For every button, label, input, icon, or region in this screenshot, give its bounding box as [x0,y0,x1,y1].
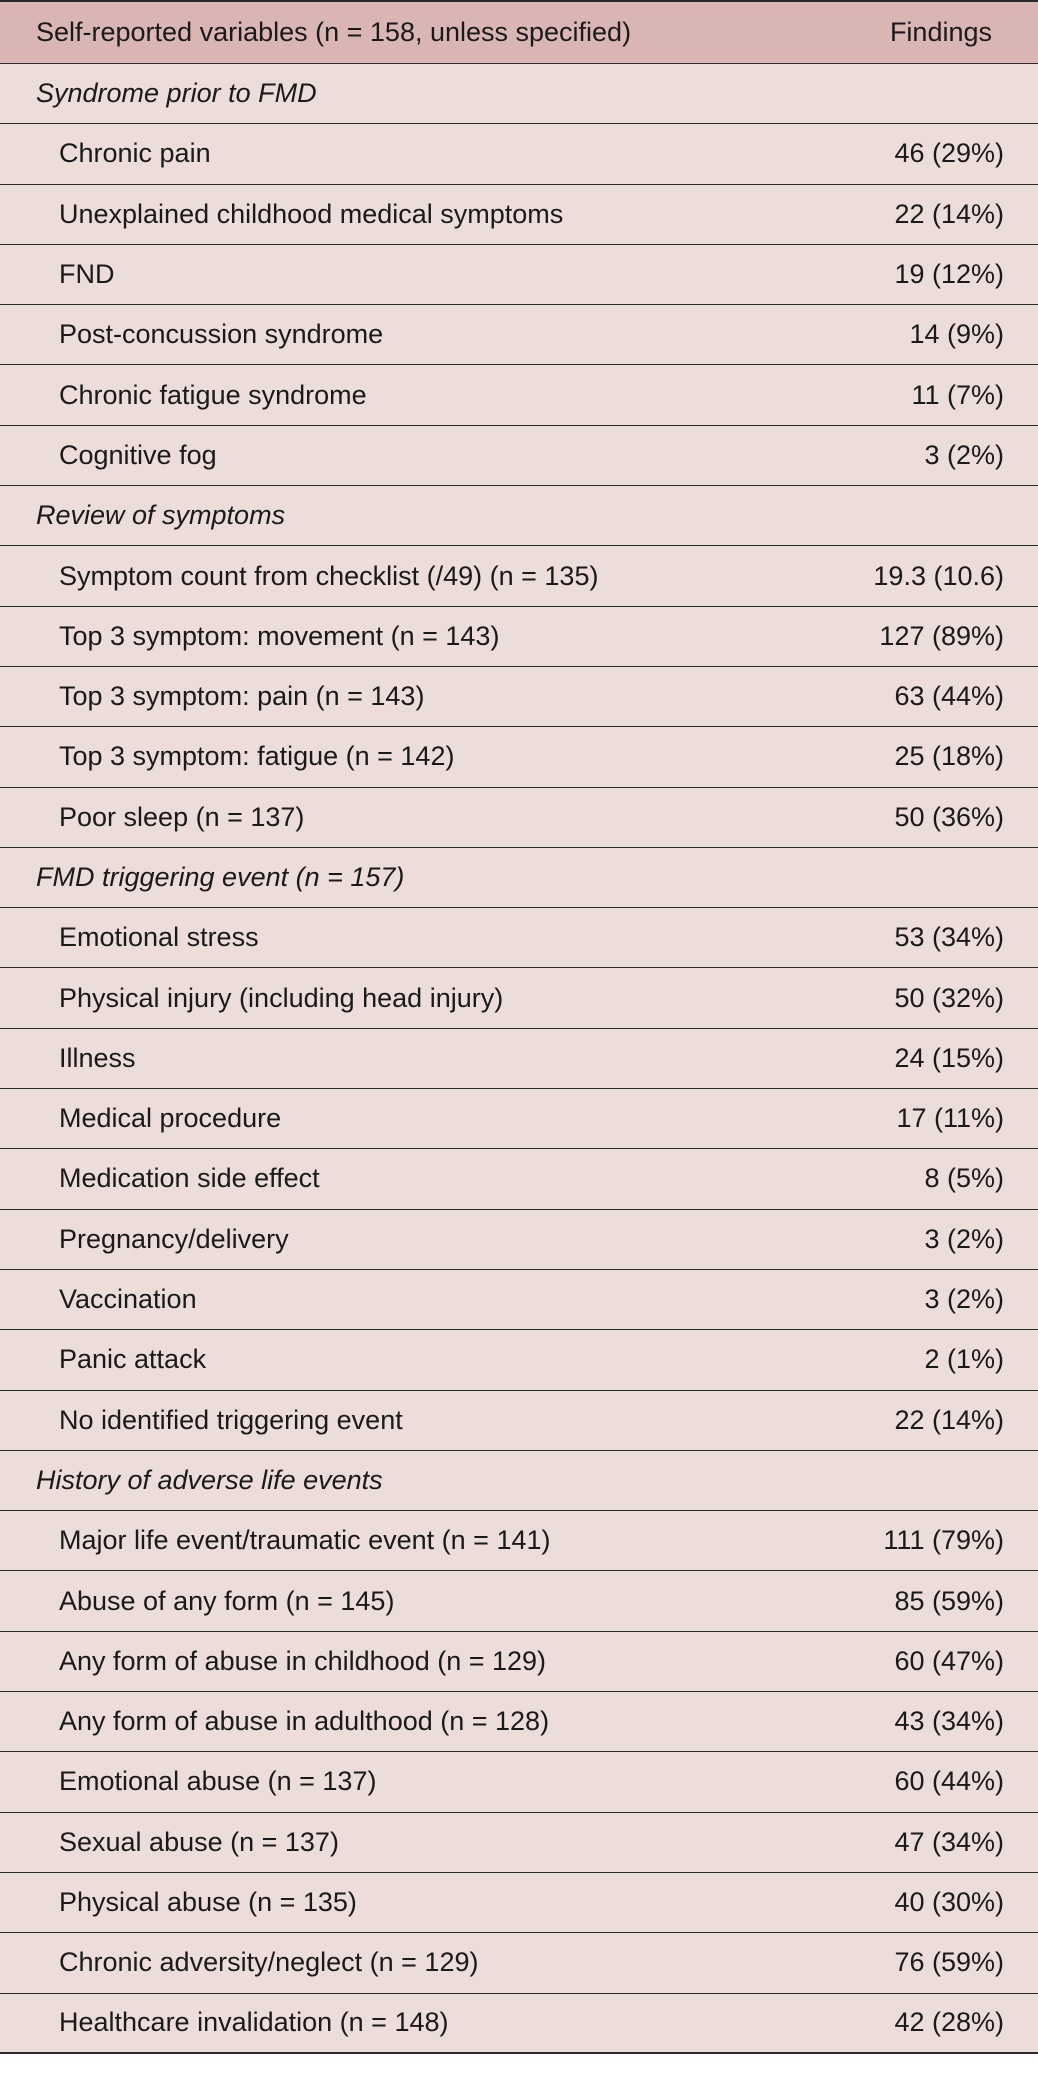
finding-value: 22 (14%) [894,198,1004,229]
variable-label: Top 3 symptom: pain (n = 143) [59,681,425,712]
finding-value: 40 (30%) [894,1887,1004,1918]
finding-value: 60 (47%) [894,1645,1004,1676]
finding-value: 76 (59%) [894,1947,1004,1978]
table-row [0,305,1038,365]
variable-label: Emotional stress [59,922,259,953]
variable-label: Unexplained childhood medical symptoms [59,198,564,229]
variable-label: Medical procedure [59,1103,282,1134]
table-row [0,1270,1038,1330]
finding-value: 42 (28%) [894,2007,1004,2038]
variable-label: Panic attack [59,1344,207,1375]
section-header-row [0,1451,1038,1511]
finding-value: 63 (44%) [894,681,1004,712]
table-row [0,1571,1038,1631]
variable-label: Symptom count from checklist (/49) (n = 135) [59,560,599,591]
finding-value: 46 (29%) [894,138,1004,169]
variable-label: Medication side effect [59,1163,320,1194]
section-header-row [0,486,1038,546]
variable-label: Physical abuse (n = 135) [59,1887,357,1918]
variable-label: Major life event/traumatic event (n = 141) [59,1525,551,1556]
section-title: FMD triggering event (n = 157) [36,862,405,892]
variable-label: Any form of abuse in adulthood (n = 128) [59,1706,550,1737]
table-row [0,1873,1038,1933]
table-body [0,64,1038,2054]
variable-label: Vaccination [59,1284,197,1315]
table-row [0,426,1038,486]
finding-value: 2 (1%) [924,1344,1004,1375]
variable-label: Chronic fatigue syndrome [59,379,367,410]
finding-value: 60 (44%) [894,1766,1004,1797]
finding-value: 14 (9%) [909,319,1004,350]
variable-label: Cognitive fog [59,439,217,470]
table-row [0,667,1038,727]
finding-value: 24 (15%) [894,1042,1004,1073]
finding-value: 19 (12%) [894,259,1004,290]
finding-value: 47 (34%) [894,1826,1004,1857]
table-row [0,1330,1038,1390]
variable-label: Any form of abuse in childhood (n = 129) [59,1645,547,1676]
variable-label: Sexual abuse (n = 137) [59,1826,339,1857]
finding-value: 22 (14%) [894,1404,1004,1435]
table-row [0,124,1038,184]
variable-label: Chronic pain [59,138,211,169]
finding-value: 53 (34%) [894,922,1004,953]
table-row [0,1089,1038,1149]
table-row [0,908,1038,968]
table-row [0,1149,1038,1209]
table-row [0,1813,1038,1873]
variable-label: FND [59,259,115,290]
finding-value: 3 (2%) [924,439,1004,470]
table-row [0,365,1038,425]
finding-value: 50 (36%) [894,801,1004,832]
table-row [0,607,1038,667]
table-row [0,546,1038,606]
section-header-row [0,848,1038,908]
table-row [0,1391,1038,1451]
finding-value: 3 (2%) [924,1223,1004,1254]
finding-value: 85 (59%) [894,1585,1004,1616]
table-row [0,1752,1038,1812]
finding-value: 19.3 (10.6) [873,560,1004,591]
variable-label: No identified triggering event [59,1404,403,1435]
variable-label: Abuse of any form (n = 145) [59,1585,395,1616]
table-row [0,245,1038,305]
variable-label: Emotional abuse (n = 137) [59,1766,377,1797]
table-row [0,788,1038,848]
finding-value: 25 (18%) [894,741,1004,772]
table-row [0,1210,1038,1270]
table-row [0,1029,1038,1089]
variable-label: Poor sleep (n = 137) [59,801,305,832]
table-row [0,968,1038,1028]
finding-value: 50 (32%) [894,982,1004,1013]
header-variables-label: Self-reported variables (n = 158, unless specified) [36,17,632,47]
finding-value: 11 (7%) [911,379,1004,410]
finding-value: 127 (89%) [879,620,1004,651]
section-title: History of adverse life events [36,1464,383,1495]
finding-value: 17 (11%) [896,1103,1004,1134]
variable-label: Post-concussion syndrome [59,319,384,350]
table-row [0,727,1038,787]
table-row [0,1511,1038,1571]
section-title: Review of symptoms [36,500,286,531]
section-header-row [0,64,1038,124]
variable-label: Top 3 symptom: fatigue (n = 142) [59,741,455,772]
table-row [0,1632,1038,1692]
finding-value: 3 (2%) [924,1284,1004,1315]
variable-label: Pregnancy/delivery [59,1223,289,1254]
variable-label: Chronic adversity/neglect (n = 129) [59,1947,479,1978]
table-row [0,1994,1038,2054]
variable-label: Top 3 symptom: movement (n = 143) [59,620,500,651]
finding-value: 43 (34%) [894,1706,1004,1737]
table-header-row [0,2,1038,64]
section-title: Syndrome prior to FMD [36,78,317,109]
header-findings-label: Findings [889,17,992,47]
finding-value: 111 (79%) [883,1525,1004,1556]
variable-label: Illness [59,1042,136,1073]
table-row [0,185,1038,245]
variable-label: Physical injury (including head injury) [59,982,504,1013]
finding-value: 8 (5%) [924,1163,1004,1194]
table-row [0,1692,1038,1752]
table-row [0,1933,1038,1993]
variable-label: Healthcare invalidation (n = 148) [59,2007,449,2038]
